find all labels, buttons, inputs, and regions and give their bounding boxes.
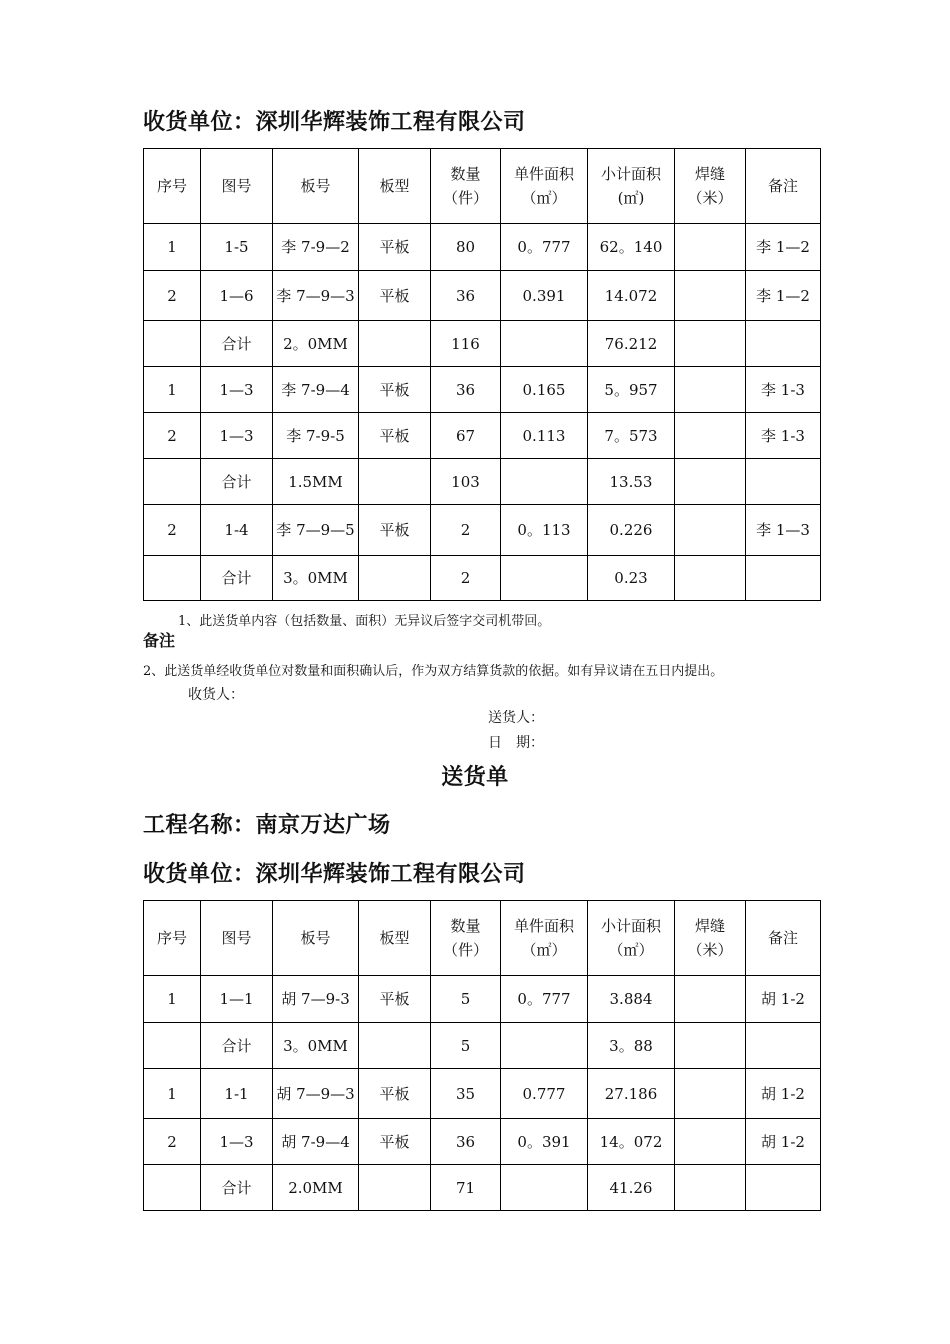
cell-panel-no: 3。0MM bbox=[273, 1023, 359, 1069]
cell-quantity: 80 bbox=[431, 224, 501, 271]
cell-remark: 李 1—3 bbox=[746, 505, 821, 556]
cell-subtotal-area: 3。88 bbox=[588, 1023, 675, 1069]
cell-panel-type bbox=[359, 1165, 431, 1211]
cell-weld-length bbox=[675, 367, 746, 413]
cell-drawing-no: 合计 bbox=[201, 459, 273, 505]
header-drawing-no: 图号 bbox=[201, 901, 273, 976]
cell-quantity: 36 bbox=[431, 1119, 501, 1165]
cell-drawing-no: 1-1 bbox=[201, 1069, 273, 1119]
cell-subtotal-area: 7。573 bbox=[588, 413, 675, 459]
cell-index: 1 bbox=[144, 1069, 201, 1119]
table-row bbox=[144, 321, 821, 367]
header-unit-area: 单件面积（㎡） bbox=[501, 901, 588, 976]
table-row bbox=[144, 1023, 821, 1069]
cell-unit-area bbox=[501, 459, 588, 505]
cell-index: 1 bbox=[144, 224, 201, 271]
cell-remark: 李 1—2 bbox=[746, 224, 821, 271]
cell-quantity: 5 bbox=[431, 1023, 501, 1069]
cell-remark bbox=[746, 556, 821, 601]
cell-index: 2 bbox=[144, 271, 201, 321]
cell-panel-no: 李 7—9—5 bbox=[273, 505, 359, 556]
cell-quantity: 35 bbox=[431, 1069, 501, 1119]
table-header-row bbox=[144, 901, 821, 976]
cell-unit-area: 0.391 bbox=[501, 271, 588, 321]
cell-panel-type bbox=[359, 556, 431, 601]
table-row bbox=[144, 459, 821, 505]
cell-quantity: 2 bbox=[431, 505, 501, 556]
header-quantity: 数量（件） bbox=[431, 901, 501, 976]
cell-index: 1 bbox=[144, 367, 201, 413]
cell-subtotal-area: 14.072 bbox=[588, 271, 675, 321]
project-title: 工程名称：南京万达广场 bbox=[143, 813, 391, 838]
cell-drawing-no: 1—1 bbox=[201, 976, 273, 1023]
cell-index: 2 bbox=[144, 505, 201, 556]
table-row bbox=[144, 271, 821, 321]
table-row bbox=[144, 367, 821, 413]
cell-panel-no: 李 7-9-5 bbox=[273, 413, 359, 459]
cell-panel-no: 3。0MM bbox=[273, 556, 359, 601]
header-quantity: 数量（件） bbox=[431, 149, 501, 224]
cell-unit-area bbox=[501, 321, 588, 367]
cell-drawing-no: 1-5 bbox=[201, 224, 273, 271]
cell-drawing-no: 合计 bbox=[201, 556, 273, 601]
header-remark: 备注 bbox=[746, 901, 821, 976]
cell-drawing-no: 1—3 bbox=[201, 367, 273, 413]
cell-index bbox=[144, 321, 201, 367]
cell-quantity: 5 bbox=[431, 976, 501, 1023]
note-2: 2、此送货单经收货单位对数量和面积确认后，作为双方结算货款的依据。如有异议请在五日内提出。 bbox=[143, 664, 724, 679]
cell-panel-no: 2.0MM bbox=[273, 1165, 359, 1211]
delivery-table-1 bbox=[143, 148, 821, 601]
cell-panel-type: 平板 bbox=[359, 367, 431, 413]
cell-index bbox=[144, 1023, 201, 1069]
note-label: 备注 bbox=[143, 631, 176, 650]
sender-signature-label: 送货人： bbox=[488, 710, 544, 726]
cell-index bbox=[144, 556, 201, 601]
delivery-table-2 bbox=[143, 900, 821, 1211]
cell-remark bbox=[746, 459, 821, 505]
cell-remark bbox=[746, 1023, 821, 1069]
table-row bbox=[144, 556, 821, 601]
cell-panel-type: 平板 bbox=[359, 505, 431, 556]
cell-remark: 胡 1-2 bbox=[746, 1069, 821, 1119]
cell-remark: 李 1-3 bbox=[746, 367, 821, 413]
cell-panel-no: 2。0MM bbox=[273, 321, 359, 367]
cell-weld-length bbox=[675, 1023, 746, 1069]
note-1: 1、此送货单内容（包括数量、面积）无异议后签字交司机带回。 bbox=[178, 614, 551, 629]
receiver-title-2: 收货单位：深圳华辉装饰工程有限公司 bbox=[143, 862, 526, 887]
cell-subtotal-area: 76.212 bbox=[588, 321, 675, 367]
cell-panel-type: 平板 bbox=[359, 1069, 431, 1119]
header-subtotal-area: 小计面积（㎡） bbox=[588, 901, 675, 976]
cell-unit-area: 0.113 bbox=[501, 413, 588, 459]
cell-unit-area: 0.777 bbox=[501, 1069, 588, 1119]
cell-subtotal-area: 5。957 bbox=[588, 367, 675, 413]
cell-drawing-no: 合计 bbox=[201, 1165, 273, 1211]
cell-unit-area: 0。777 bbox=[501, 224, 588, 271]
table-row bbox=[144, 1119, 821, 1165]
cell-panel-no: 胡 7—9—3 bbox=[273, 1069, 359, 1119]
cell-panel-type: 平板 bbox=[359, 413, 431, 459]
header-remark: 备注 bbox=[746, 149, 821, 224]
cell-panel-no: 李 7-9—2 bbox=[273, 224, 359, 271]
cell-remark bbox=[746, 321, 821, 367]
cell-remark: 李 1—2 bbox=[746, 271, 821, 321]
cell-quantity: 36 bbox=[431, 271, 501, 321]
table-row bbox=[144, 505, 821, 556]
cell-index bbox=[144, 459, 201, 505]
cell-quantity: 71 bbox=[431, 1165, 501, 1211]
cell-drawing-no: 1-4 bbox=[201, 505, 273, 556]
cell-drawing-no: 1—6 bbox=[201, 271, 273, 321]
cell-subtotal-area: 27.186 bbox=[588, 1069, 675, 1119]
cell-remark: 胡 1-2 bbox=[746, 976, 821, 1023]
cell-unit-area: 0。113 bbox=[501, 505, 588, 556]
cell-unit-area: 0.165 bbox=[501, 367, 588, 413]
cell-panel-no: 胡 7—9-3 bbox=[273, 976, 359, 1023]
cell-panel-type: 平板 bbox=[359, 271, 431, 321]
cell-subtotal-area: 0.226 bbox=[588, 505, 675, 556]
cell-quantity: 116 bbox=[431, 321, 501, 367]
receiver-title: 收货单位：深圳华辉装饰工程有限公司 bbox=[143, 110, 526, 135]
header-weld-length: 焊缝（米） bbox=[675, 149, 746, 224]
cell-remark: 李 1-3 bbox=[746, 413, 821, 459]
cell-panel-type: 平板 bbox=[359, 976, 431, 1023]
cell-panel-no: 李 7—9—3 bbox=[273, 271, 359, 321]
header-drawing-no: 图号 bbox=[201, 149, 273, 224]
cell-unit-area bbox=[501, 1023, 588, 1069]
cell-panel-type: 平板 bbox=[359, 224, 431, 271]
cell-weld-length bbox=[675, 413, 746, 459]
cell-subtotal-area: 0.23 bbox=[588, 556, 675, 601]
table-row bbox=[144, 1069, 821, 1119]
cell-weld-length bbox=[675, 1119, 746, 1165]
header-panel-type: 板型 bbox=[359, 901, 431, 976]
table-row bbox=[144, 976, 821, 1023]
cell-subtotal-area: 14。072 bbox=[588, 1119, 675, 1165]
cell-index bbox=[144, 1165, 201, 1211]
cell-remark bbox=[746, 1165, 821, 1211]
cell-unit-area bbox=[501, 1165, 588, 1211]
cell-weld-length bbox=[675, 321, 746, 367]
cell-drawing-no: 1—3 bbox=[201, 413, 273, 459]
header-panel-no: 板号 bbox=[273, 901, 359, 976]
cell-weld-length bbox=[675, 505, 746, 556]
cell-drawing-no: 合计 bbox=[201, 1023, 273, 1069]
cell-panel-type bbox=[359, 459, 431, 505]
cell-panel-no: 胡 7-9—4 bbox=[273, 1119, 359, 1165]
header-subtotal-area: 小计面积(㎡) bbox=[588, 149, 675, 224]
table-row bbox=[144, 413, 821, 459]
header-panel-no: 板号 bbox=[273, 149, 359, 224]
cell-panel-no: 1.5MM bbox=[273, 459, 359, 505]
header-panel-type: 板型 bbox=[359, 149, 431, 224]
cell-quantity: 2 bbox=[431, 556, 501, 601]
date-label: 日 期： bbox=[488, 735, 544, 751]
cell-quantity: 67 bbox=[431, 413, 501, 459]
cell-weld-length bbox=[675, 1069, 746, 1119]
delivery-note-title: 送货单 bbox=[441, 765, 509, 790]
cell-subtotal-area: 3.884 bbox=[588, 976, 675, 1023]
header-weld-length: 焊缝（米） bbox=[675, 901, 746, 976]
table-row bbox=[144, 1165, 821, 1211]
cell-quantity: 103 bbox=[431, 459, 501, 505]
cell-drawing-no: 合计 bbox=[201, 321, 273, 367]
cell-subtotal-area: 41.26 bbox=[588, 1165, 675, 1211]
cell-index: 2 bbox=[144, 413, 201, 459]
cell-panel-no: 李 7-9—4 bbox=[273, 367, 359, 413]
cell-index: 1 bbox=[144, 976, 201, 1023]
cell-quantity: 36 bbox=[431, 367, 501, 413]
header-unit-area: 单件面积（㎡） bbox=[501, 149, 588, 224]
table-row bbox=[144, 224, 821, 271]
cell-weld-length bbox=[675, 556, 746, 601]
cell-weld-length bbox=[675, 224, 746, 271]
cell-panel-type bbox=[359, 1023, 431, 1069]
table-header-row bbox=[144, 149, 821, 224]
cell-weld-length bbox=[675, 1165, 746, 1211]
cell-weld-length bbox=[675, 976, 746, 1023]
cell-weld-length bbox=[675, 459, 746, 505]
receiver-signature-label: 收货人： bbox=[188, 687, 244, 703]
cell-subtotal-area: 13.53 bbox=[588, 459, 675, 505]
header-index: 序号 bbox=[144, 901, 201, 976]
cell-unit-area: 0。391 bbox=[501, 1119, 588, 1165]
cell-index: 2 bbox=[144, 1119, 201, 1165]
cell-weld-length bbox=[675, 271, 746, 321]
cell-unit-area: 0。777 bbox=[501, 976, 588, 1023]
cell-remark: 胡 1-2 bbox=[746, 1119, 821, 1165]
cell-drawing-no: 1—3 bbox=[201, 1119, 273, 1165]
header-index: 序号 bbox=[144, 149, 201, 224]
cell-subtotal-area: 62。140 bbox=[588, 224, 675, 271]
cell-panel-type bbox=[359, 321, 431, 367]
cell-unit-area bbox=[501, 556, 588, 601]
cell-panel-type: 平板 bbox=[359, 1119, 431, 1165]
